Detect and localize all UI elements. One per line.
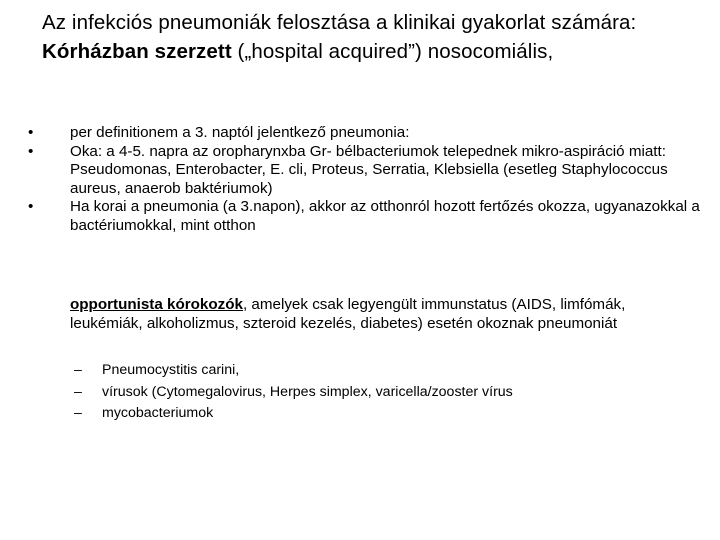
sub-item-text: Pneumocystitis carini, [102,362,240,378]
paragraph-bold-term: opportunista kórokozók [70,296,243,313]
bullet-list [28,124,708,235]
opportunist-paragraph [70,296,690,333]
sub-item [74,360,694,382]
bullet-text: Ha korai a pneumonia (a 3.napon), akkor az otthonról hozott fertőzés okozza, ugyanazokkal a bactériumokkal, mint otthon [70,198,700,234]
sub-item-text: mycobacteriumok [102,405,214,421]
bullet-marker: • [28,142,34,160]
title-bold-term: Kórházban szerzett [42,40,232,63]
bullet-text: per definitionem a 3. naptól jelentkező pneumonia: [70,124,410,141]
sub-item-text: vírusok (Cytomegalovirus, Herpes simplex, varicella/zooster vírus [102,383,513,400]
bullet-text: Oka: a 4-5. napra az oropharynxba Gr- bélbacteriumok telepednek mikro-aspiráció miatt: Pseudomonas, Enterobacter, E. cli, Proteus, Serratia, Klebsiella (esetleg Staphylococcus aureus, anaerob baktériumok) [70,142,668,197]
bullet-item [28,124,708,143]
sub-item [74,382,694,404]
bullet-item [28,143,708,199]
title-text-start: Az infekciós pneumoniák felosztása a klinikai gyakorlat számára: [42,11,637,34]
sub-list [74,360,694,425]
slide-title [42,8,692,66]
sub-item [74,403,694,425]
dash-marker: – [74,362,82,378]
bullet-marker: • [28,198,34,215]
title-text-end: („hospital acquired”) nosocomiális, [231,40,554,63]
bullet-item [28,198,708,235]
dash-marker: – [74,405,82,421]
dash-marker: – [74,383,82,400]
bullet-marker: • [28,124,34,141]
paragraph-text: , amelyek csak legyengült immunstatus (AIDS, limfómák, leukémiák, alkoholizmus, szteroid kezelés, diabetes) esetén okoznak pneumoniát [70,296,626,332]
